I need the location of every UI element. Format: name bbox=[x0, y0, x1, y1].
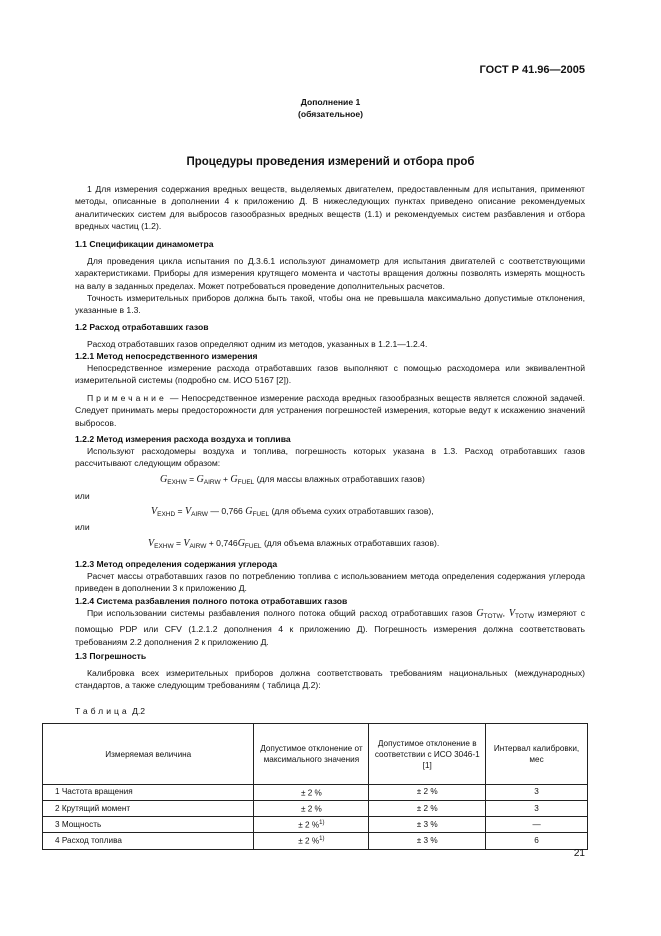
note bbox=[75, 392, 585, 429]
table-header-row bbox=[43, 724, 588, 785]
table-row: 1 Частота вращения ± 2 % ± 2 % 3 bbox=[43, 785, 588, 801]
page-number: 21 bbox=[573, 848, 585, 859]
equation-1: $G_{EXHW} = G_{AIRW} + G_{FUEL}$ (для массы влажных отработавших газов) bbox=[160, 474, 425, 486]
main-title: Процедуры проведения измерений и отбора проб bbox=[186, 156, 475, 168]
or-label-1: или bbox=[75, 491, 90, 501]
section-1-2-2-text: Используют расходомеры воздуха и топлива, погрешность которых указана в 1.3. Расход отработавших газов рассчитывают следующим образом: bbox=[75, 446, 585, 469]
document-header: ГОСТ Р 41.96—2005 bbox=[479, 64, 585, 76]
table-header-max-deviation: Допустимое отклонение от максимального значения bbox=[254, 724, 369, 785]
section-1-2-2-heading: 1.2.2 Метод измерения расхода воздуха и топлива bbox=[75, 434, 291, 444]
section-1-3-text: Калибровка всех измерительных приборов должна соответствовать требованиям национальных (международных) стандартов, а также следующим требованиям ( таблица Д.2): bbox=[75, 668, 585, 691]
section-1-2-3-text: Расчет массы отработавших газов по потреблению топлива с использованием метода определения содержания углерода приведен в дополнении 3 к приложению Д. bbox=[75, 571, 585, 594]
equation-2: $V_{EXHD} = V_{AIRW}$ — 0,766 $G_{FUEL}$ (для объема сухих отработавших газов), bbox=[151, 506, 434, 518]
section-1-2-1-heading: 1.2.1 Метод непосредственного измерения bbox=[75, 351, 258, 361]
table-row: 4 Расход топлива ± 2 %$^{1)}$ ± 3 % 6 bbox=[43, 833, 588, 849]
table-header-quantity: Измеряемая величина bbox=[43, 724, 254, 785]
section-1-2-4-heading: 1.2.4 Система разбавления полного потока отработавших газов bbox=[75, 596, 348, 606]
table-caption: Таблица Д.2 bbox=[75, 706, 146, 716]
section-1-3-heading: 1.3 Погрешность bbox=[75, 651, 147, 661]
note-label: Примечание bbox=[87, 393, 167, 403]
calibration-table bbox=[42, 723, 588, 850]
section-1-2-1-text: Непосредственное измерение расхода отработавших газов выполняют с помощью расходомера или эквивалентной измерительной системы (подробно см. ИСО 5167 [2]). bbox=[75, 363, 585, 386]
section-1-1-heading: 1.1 Спецификации динамометра bbox=[75, 239, 214, 249]
section-1-1-text: Для проведения цикла испытания по Д.3.6.1 используют динамометр для испытания двигателей с соответствующими характеристиками. Приборы для измерения крутящего момента и частоты вращения должны позволять измерять мощность на валу в заданных пределах. Может потребоваться проведение дополнительных расчетов. bbox=[75, 256, 585, 291]
section-1-1-text-2: Точность измерительных приборов должна быть такой, чтобы она не превышала максимально допустимые отклонения, указанные в 1.3. bbox=[75, 293, 585, 316]
appendix-status: (обязательное) bbox=[297, 109, 364, 119]
section-1-2-3-heading: 1.2.3 Метод определения содержания углерода bbox=[75, 559, 278, 569]
table-header-iso-deviation: Допустимое отклонение в соответствии с ИСО 3046-1 [1] bbox=[369, 724, 486, 785]
section-1-2-4-text: При использовании системы разбавления полного потока общий расход отработавших газов $G_{TOTW}$, $V_{TOTW}$ измеряют с помощью PDP или CFV (1.2.1.2 дополнения 4 к приложению Д). Погрешность измерения должна соответствовать требованиям 2.2 дополнения 2 к приложению Д. bbox=[75, 608, 585, 647]
table-row: 3 Мощность ± 2 %$^{1)}$ ± 3 % — bbox=[43, 817, 588, 833]
or-label-2: или bbox=[75, 522, 90, 532]
section-1-2-heading: 1.2 Расход отработавших газов bbox=[75, 322, 209, 332]
table-row: 2 Крутящий момент ± 2 % ± 2 % 3 bbox=[43, 801, 588, 817]
appendix-title: Дополнение 1 bbox=[300, 97, 361, 107]
equation-3: $V_{EXHW} = V_{AIRW} + 0,746G_{FUEL}$ (для объема влажных отработавших газов). bbox=[148, 538, 440, 550]
section-1-2-text: Расход отработавших газов определяют одним из методов, указанных в 1.2.1—1.2.4. bbox=[87, 339, 428, 349]
intro-paragraph: 1 Для измерения содержания вредных веществ, выделяемых двигателем, предоставленным для испытания, применяют методы, описанные в дополнении 4 к приложению Д. В нижеследующих пунктах приведено описание рекомендуемых аналитических систем для выбросов газообразных вредных веществ (1.1) и рекомендуемых систем разбавления и отбора вредных частиц (1.2). bbox=[75, 184, 585, 232]
note-text: — Непосредственное измерение расхода вредных газообразных веществ является сложной задачей. Следует принимать меры предосторожности для устранения погрешностей измерения, которые ведут к искажению значений выбросов. bbox=[75, 393, 585, 428]
table-header-interval: Интервал калибровки, мес bbox=[486, 724, 588, 785]
